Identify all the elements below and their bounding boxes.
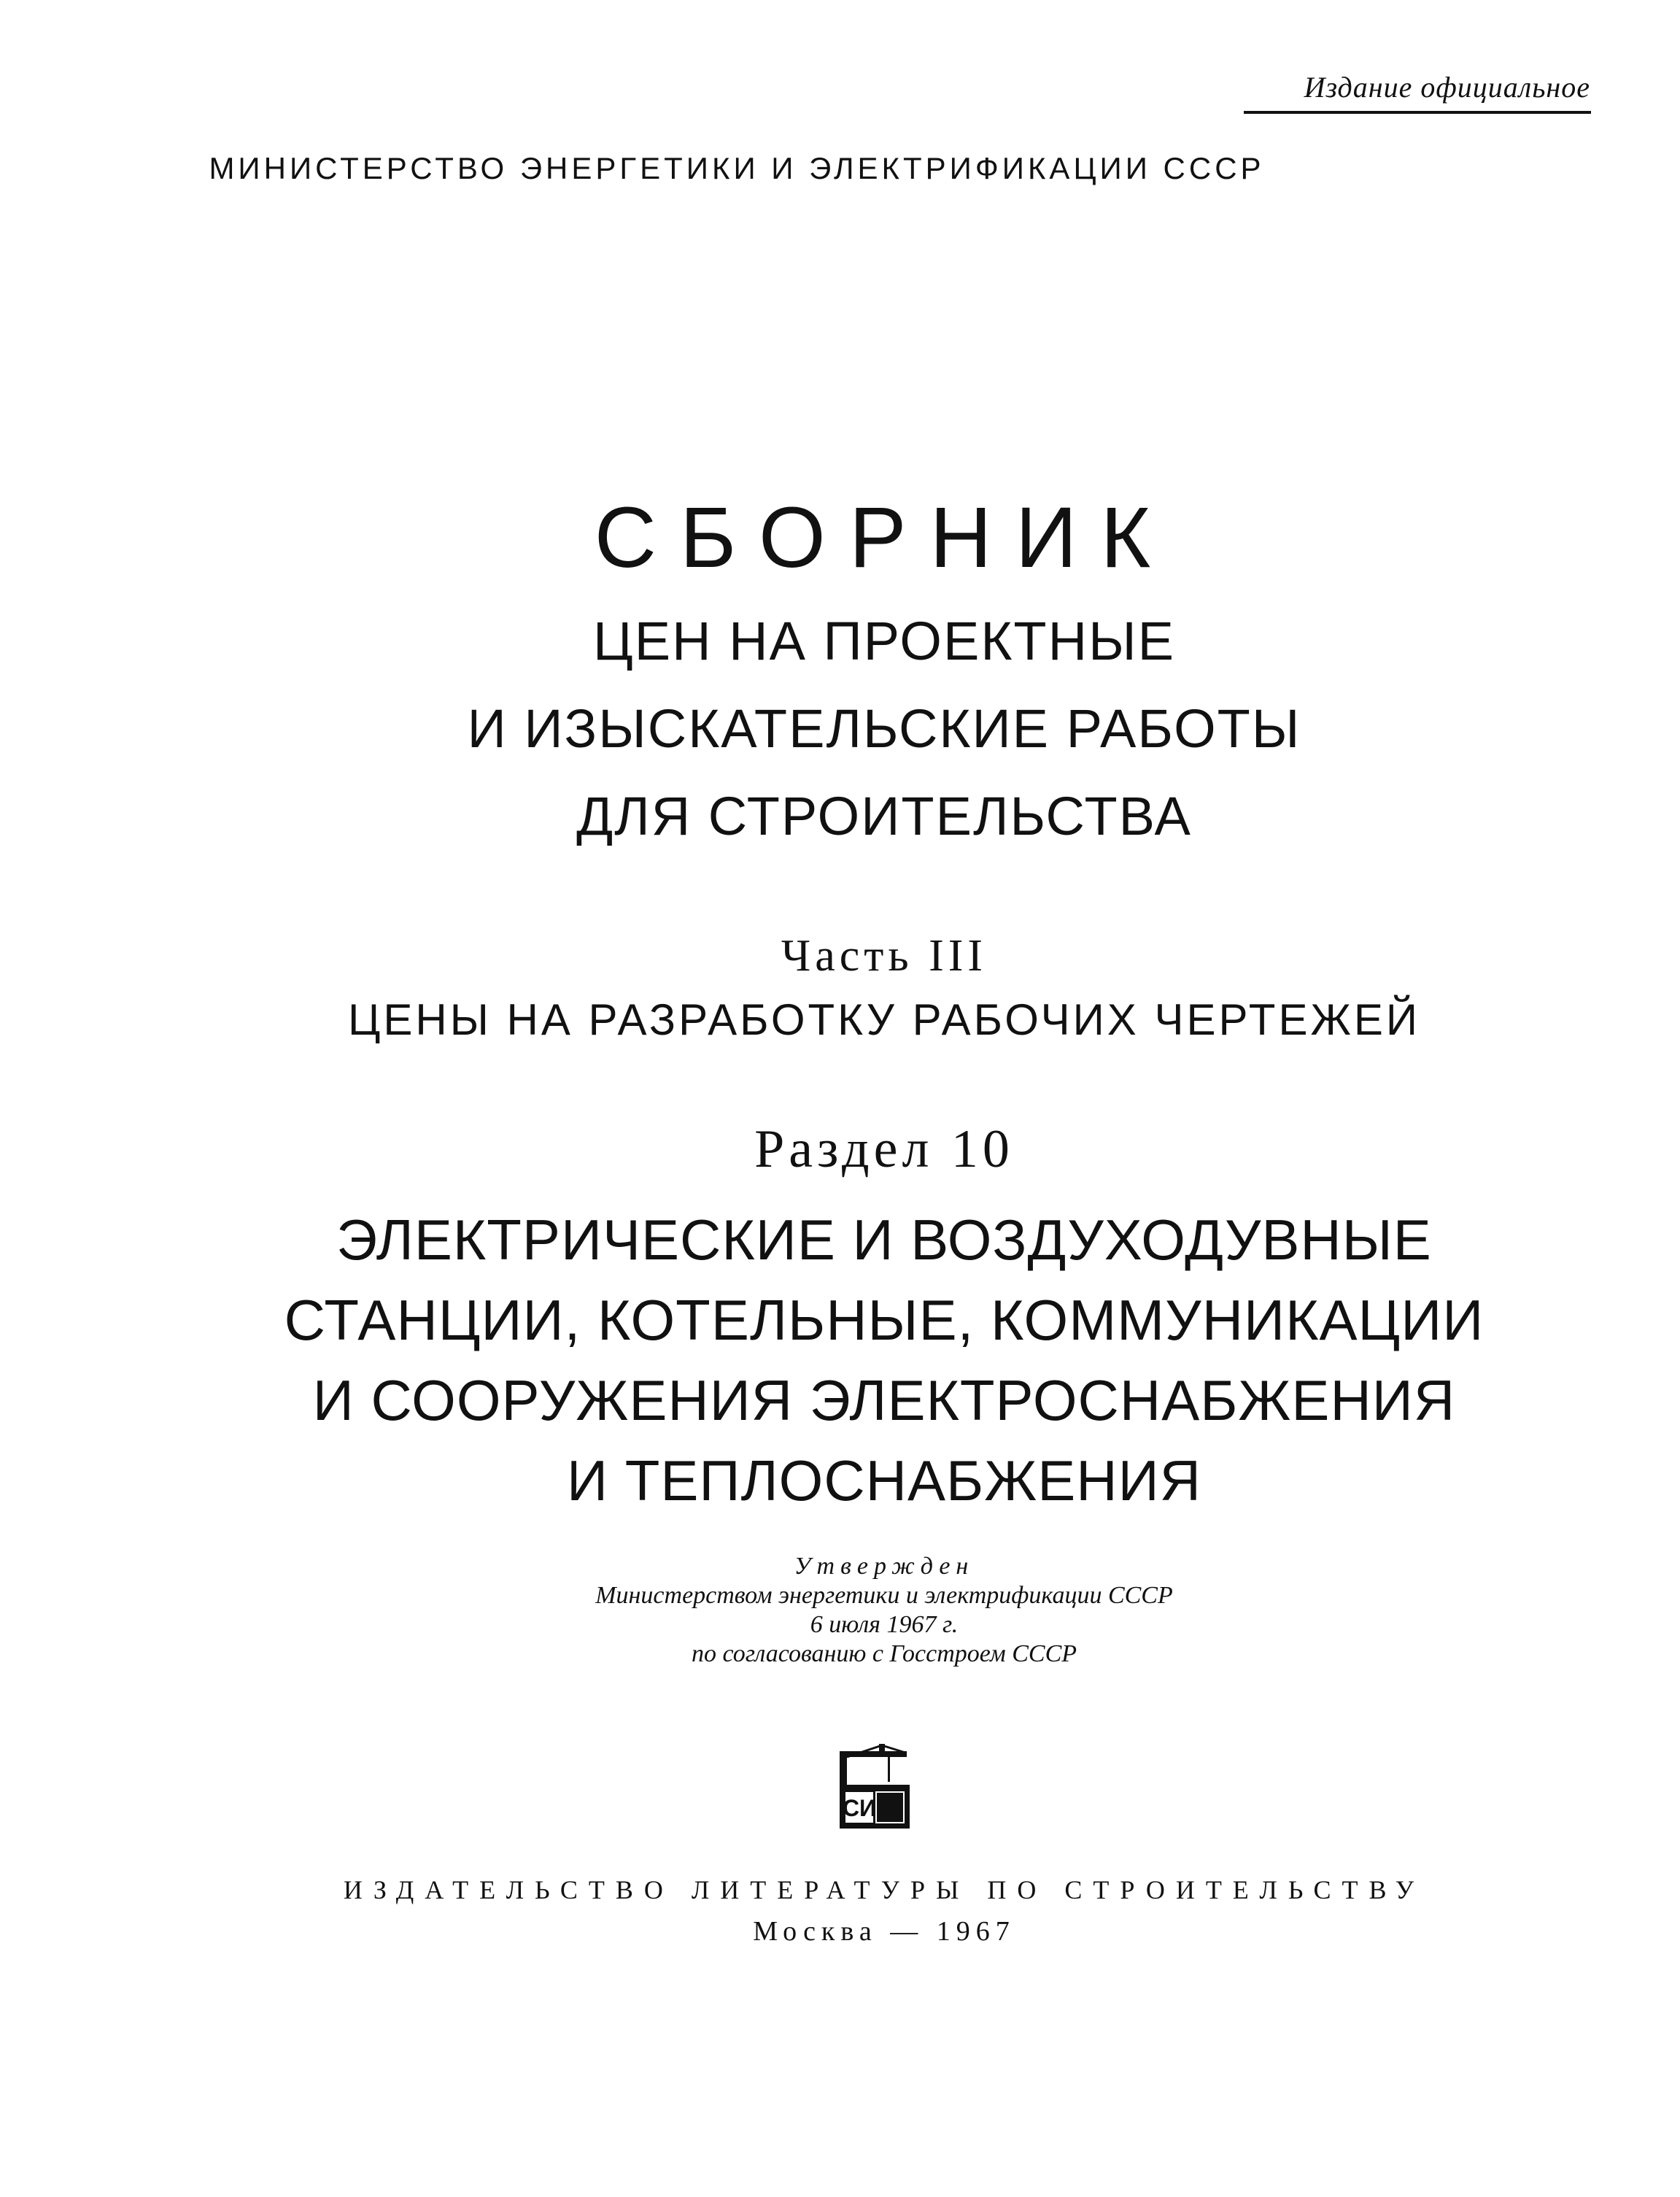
part-title: ЦЕНЫ НА РАЗРАБОТКУ РАБОЧИХ ЧЕРТЕЖЕЙ (347, 995, 1421, 1044)
logo-text: СИ (842, 1795, 877, 1821)
ministry-name: МИНИСТЕРСТВО ЭНЕРГЕТИКИ И ЭЛЕКТРИФИКАЦИИ СССР (209, 151, 1265, 185)
approval-line-2: Министерством энергетики и электрификации СССР (595, 1582, 1173, 1609)
section-title-line-3: И СООРУЖЕНИЯ ЭЛЕКТРОСНАБЖЕНИЯ (312, 1368, 1456, 1432)
edition-mark: Издание официальное (1304, 71, 1590, 104)
publisher-name: ИЗДАТЕЛЬСТВО ЛИТЕРАТУРЫ ПО СТРОИТЕЛЬСТВУ (343, 1875, 1425, 1904)
collection-title: СБОРНИК (594, 490, 1174, 586)
section-title-line-2: СТАНЦИИ, КОТЕЛЬНЫЕ, КОММУНИКАЦИИ (284, 1288, 1484, 1352)
subtitle-line-3: ДЛЯ СТРОИТЕЛЬСТВА (576, 786, 1192, 846)
publisher-logo-icon (834, 1744, 914, 1831)
publication-city-year: Москва — 1967 (753, 1916, 1015, 1947)
section-title-line-1: ЭЛЕКТРИЧЕСКИЕ И ВОЗДУХОДУВНЫЕ (336, 1208, 1432, 1272)
subtitle-line-2: И ИЗЫСКАТЕЛЬСКИЕ РАБОТЫ (467, 698, 1301, 759)
subtitle-line-1: ЦЕН НА ПРОЕКТНЫЕ (593, 611, 1175, 671)
approval-line-1: Утвержден (794, 1553, 975, 1580)
section-label: Раздел 10 (754, 1119, 1014, 1179)
part-label: Часть III (781, 931, 988, 981)
edition-underline (1244, 111, 1591, 114)
section-title-line-4: И ТЕПЛОСНАБЖЕНИЯ (567, 1448, 1201, 1513)
approval-line-4: по согласованию с Госстроем СССР (691, 1640, 1077, 1667)
approval-line-3: 6 июля 1967 г. (810, 1611, 959, 1638)
